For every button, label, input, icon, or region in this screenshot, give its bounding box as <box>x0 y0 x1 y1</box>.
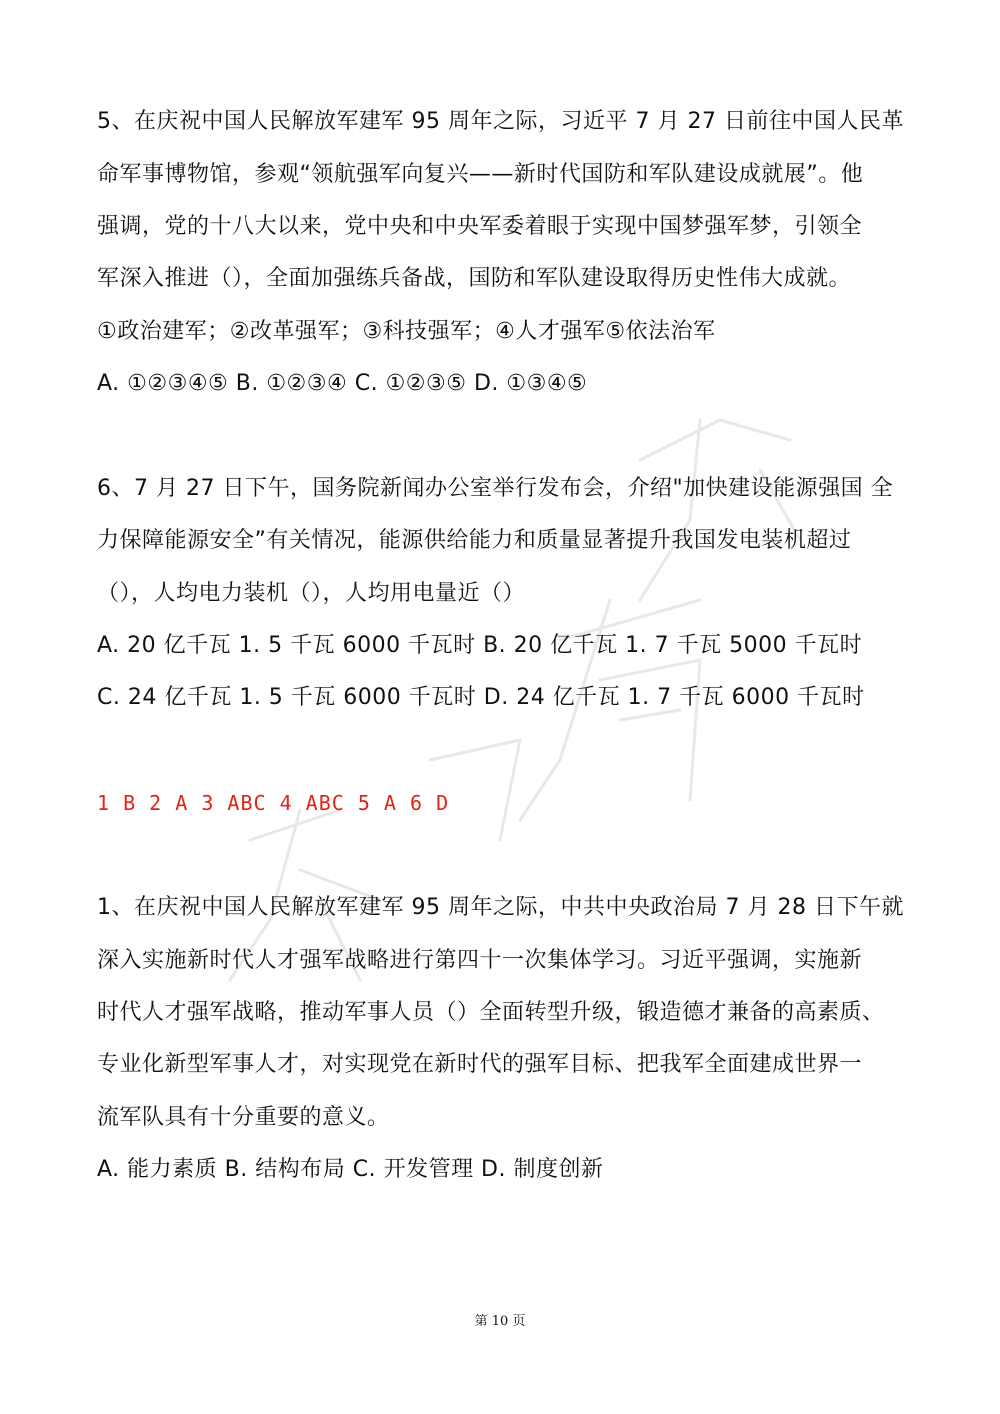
answer-key: 1 B 2 A 3 ABC 4 ABC 5 A 6 D <box>97 791 450 815</box>
question5-line-4: 军深入推进（），全面加强练兵备战，国防和军队建设取得历史性伟大成就。 <box>97 266 852 291</box>
question6-line-3: （），人均电力装机（），人均用电量近（） <box>97 581 526 606</box>
question1-line-1: 1、在庆祝中国人民解放军建军 95 周年之际，中共中央政治局 7 月 28 日下午就 <box>97 895 904 920</box>
question6-line-1: 6、7 月 27 日下午，国务院新闻办公室举行发布会，介绍"加快建设能源强国 全 <box>97 476 894 501</box>
question1-line-4: 专业化新型军事人才，对实现党在新时代的强军目标、把我军全面建成世界一 <box>97 1052 863 1077</box>
question5-options-line: ①政治建军；②改革强军；③科技强军；④人才强军⑤依法治军 <box>97 319 716 344</box>
question5-choices: A. ①②③④⑤ B. ①②③④ C. ①②③⑤ D. ①③④⑤ <box>97 371 588 396</box>
question5-line-2: 命军事博物馆，参观“领航强军向复兴——新时代国防和军队建设成就展”。他 <box>97 162 864 187</box>
question1-line-3: 时代人才强军战略，推动军事人员（）全面转型升级，锻造德才兼备的高素质、 <box>97 1000 885 1025</box>
question6-line-2: 力保障能源安全”有关情况，能源供给能力和质量显著提升我国发电装机超过 <box>97 528 852 553</box>
question5-line-1: 5、在庆祝中国人民解放军建军 95 周年之际，习近平 7 月 27 日前往中国人民革 <box>97 109 904 134</box>
question6-choices-ab: A. 20 亿千瓦 1. 5 千瓦 6000 千瓦时 B. 20 亿千瓦 1. 7 千瓦 5000 千瓦时 <box>97 633 863 658</box>
question5-line-3: 强调，党的十八大以来，党中央和中央军委着眼于实现中国梦强军梦，引领全 <box>97 214 863 239</box>
question6-choices-cd: C. 24 亿千瓦 1. 5 千瓦 6000 千瓦时 D. 24 亿千瓦 1. 7 千瓦 6000 千瓦时 <box>97 685 865 710</box>
page-number: 第 10 页 <box>474 1314 526 1329</box>
question1-line-5: 流军队具有十分重要的意义。 <box>97 1105 390 1130</box>
question1-choices: A. 能力素质 B. 结构布局 C. 开发管理 D. 制度创新 <box>97 1157 604 1182</box>
question1-line-2: 深入实施新时代人才强军战略进行第四十一次集体学习。习近平强调，实施新 <box>97 948 863 973</box>
